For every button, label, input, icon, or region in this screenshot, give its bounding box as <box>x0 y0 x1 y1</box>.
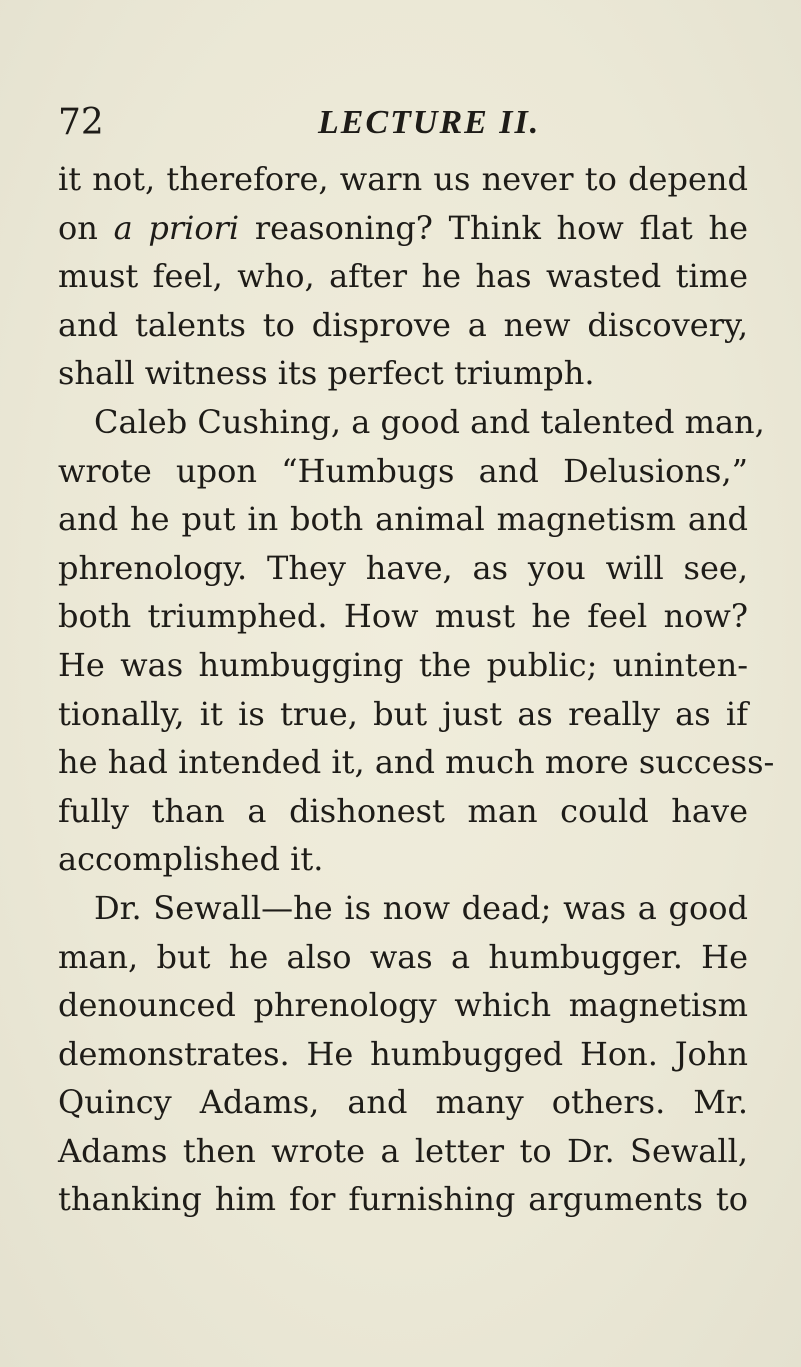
paragraph-start-line: Dr. Sewall—he is now dead; was a good <box>94 888 748 927</box>
text-line: fully than a dishonest man could have <box>58 791 748 830</box>
text-segment: on <box>58 208 114 247</box>
text-line: accomplished it. <box>58 840 324 879</box>
italic-phrase: a priori <box>113 208 240 247</box>
text-line <box>58 204 748 253</box>
page-number: 72 <box>58 102 104 143</box>
text-line: denounced phrenology which magnetism <box>58 986 748 1025</box>
text-line: He was humbugging the public; uninten- <box>58 645 748 684</box>
text-line: phrenology. They have, as you will see, <box>58 548 748 587</box>
text-line: it not, therefore, warn us never to depend <box>58 160 748 198</box>
text-line: both triumphed. How must he feel now? <box>58 597 748 636</box>
text-line: he had intended it, and much more success- <box>58 743 775 782</box>
text-line: man, but he also was a humbugger. He <box>58 937 748 976</box>
running-title: LECTURE II. <box>318 104 541 141</box>
text-line: Adams then wrote a letter to Dr. Sewall, <box>58 1131 748 1170</box>
text-line: tionally, it is true, but just as really as if <box>58 694 748 733</box>
text-line: shall witness its perfect triumph. <box>58 354 595 393</box>
text-line: wrote upon “Humbugs and Delusions,” <box>58 451 748 490</box>
text-line: Quincy Adams, and many others. Mr. <box>58 1083 748 1122</box>
text-segment: reasoning? Think how flat he <box>239 208 749 247</box>
running-head <box>58 100 748 146</box>
text-line: demonstrates. He humbugged Hon. John <box>58 1034 748 1073</box>
text-line: and he put in both animal magnetism and <box>58 500 748 539</box>
paragraph-start-line: Caleb Cushing, a good and talented man, <box>94 402 765 441</box>
text-line: and talents to disprove a new discovery, <box>58 305 748 344</box>
body-text <box>58 155 775 1224</box>
text-line: thanking him for furnishing arguments to <box>58 1180 748 1219</box>
text-line: must feel, who, after he has wasted time <box>58 257 748 296</box>
